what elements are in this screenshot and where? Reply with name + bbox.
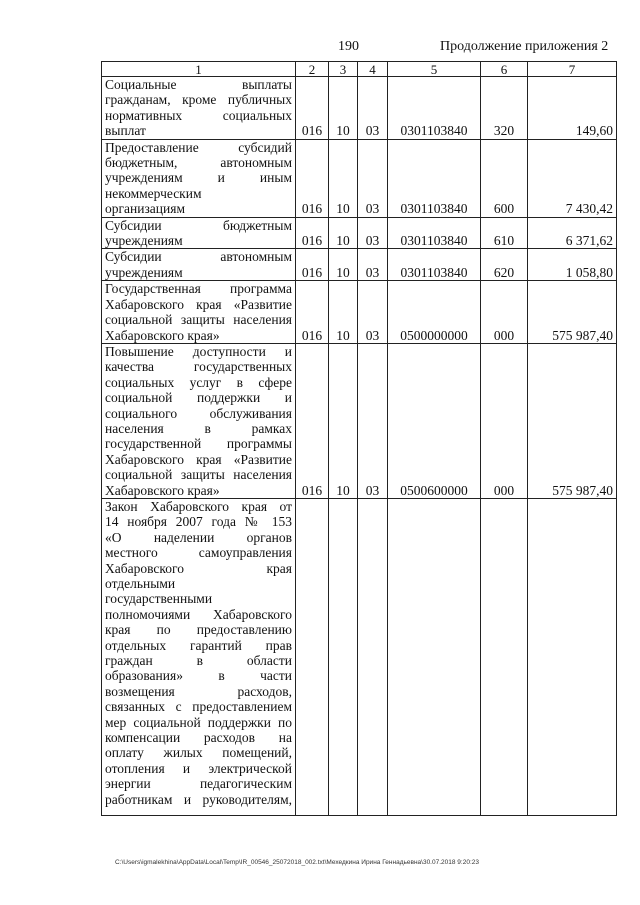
cell-c2: 016 (296, 249, 329, 281)
cell-c7: 149,60 (528, 77, 617, 140)
cell-c2: 016 (296, 217, 329, 249)
row-name-line: организациям (105, 201, 186, 217)
cell-c5: 0301103840 (388, 249, 481, 281)
column-header: 5 (388, 62, 481, 77)
column-header: 4 (358, 62, 388, 77)
row-name-cell (102, 281, 296, 344)
row-name-line: компенсации расходов на (105, 730, 292, 746)
row-name-line: работникам и руководителям, (105, 791, 292, 807)
row-name-line: края по предоставлению (105, 622, 292, 638)
cell-c3: 10 (329, 343, 358, 498)
page-number: 190 (338, 39, 359, 54)
cell-c7: 575 987,40 (528, 281, 617, 344)
row-name-line: населения в рамках (105, 420, 292, 436)
column-header: 7 (528, 62, 617, 77)
cell-c4 (358, 498, 388, 815)
cell-c6: 620 (481, 249, 528, 281)
cell-c2 (296, 498, 329, 815)
row-name-line: качества государственных (105, 359, 292, 375)
cell-c7 (528, 498, 617, 815)
file-path-footer: C:\Users\igmalekhina\AppData\Local\Temp\IR_00546_25072018_002.txt\Мехедкина Ирина Геннадьевна\30.07.2018 9:20:23 (115, 859, 479, 866)
cell-c5: 0301103840 (388, 77, 481, 140)
cell-c6: 600 (481, 139, 528, 217)
row-name-line: государственными (105, 591, 213, 607)
row-name-line: полномочиями Хабаровского (105, 606, 292, 622)
cell-c3: 10 (329, 77, 358, 140)
row-name-line: социальных услуг в сфере (105, 374, 292, 390)
row-name-line: Повышение доступности и (105, 343, 292, 359)
cell-c5 (388, 498, 481, 815)
cell-c7: 1 058,80 (528, 249, 617, 281)
row-name-line: учреждениям (105, 233, 183, 249)
cell-c3: 10 (329, 249, 358, 281)
row-name-line: Социальные выплаты (105, 77, 292, 92)
table-row (102, 139, 617, 217)
row-name-line: Хабаровского края» (105, 482, 220, 498)
row-name-cell (102, 249, 296, 281)
row-name-line: Хабаровского края «Развитие (105, 296, 292, 312)
row-name-line: Государственная программа (105, 281, 292, 297)
cell-c2: 016 (296, 281, 329, 344)
row-name-line: Закон Хабаровского края от (105, 498, 292, 514)
row-name-line: социальной поддержки и (105, 390, 292, 406)
cell-c3 (329, 498, 358, 815)
row-name-line: Субсидии бюджетным (105, 217, 292, 233)
cell-c4: 03 (358, 281, 388, 344)
table-row (102, 498, 617, 815)
row-name-line: Хабаровского края» (105, 327, 220, 343)
cell-c5: 0301103840 (388, 217, 481, 249)
cell-c6 (481, 498, 528, 815)
row-name-line: граждан в области (105, 653, 292, 669)
cell-c5: 0301103840 (388, 139, 481, 217)
cell-c6: 610 (481, 217, 528, 249)
cell-c2: 016 (296, 77, 329, 140)
row-name-line: некоммерческим (105, 185, 202, 201)
row-name-cell (102, 77, 296, 140)
row-name-line: нормативных социальных (105, 107, 292, 123)
column-header: 1 (102, 62, 296, 77)
row-name-cell (102, 498, 296, 815)
cell-c4: 03 (358, 249, 388, 281)
row-name-line: Хабаровского края (105, 560, 292, 576)
row-name-line: оплату жилых помещений, (105, 745, 292, 761)
cell-c4: 03 (358, 217, 388, 249)
cell-c7: 575 987,40 (528, 343, 617, 498)
cell-c5: 0500000000 (388, 281, 481, 344)
row-name-line: местного самоуправления (105, 545, 292, 561)
cell-c3: 10 (329, 217, 358, 249)
cell-c5: 0500600000 (388, 343, 481, 498)
row-name-line: связанных с предоставлением (105, 699, 292, 715)
cell-c3: 10 (329, 281, 358, 344)
cell-c2: 016 (296, 343, 329, 498)
row-name-line: учреждениям (105, 264, 183, 280)
cell-c2: 016 (296, 139, 329, 217)
row-name-line: образования» в части (105, 668, 292, 684)
cell-c4: 03 (358, 343, 388, 498)
row-name-line: отопления и электрической (105, 760, 292, 776)
cell-c7: 6 371,62 (528, 217, 617, 249)
row-name-line: социальной защиты населения (105, 312, 292, 328)
row-name-line: отдельных гарантий прав (105, 637, 292, 653)
row-name-line: социального обслуживания (105, 405, 292, 421)
row-name-line: Хабаровского края «Развитие (105, 451, 292, 467)
row-name-cell (102, 343, 296, 498)
header-row (102, 62, 617, 77)
cell-c6: 000 (481, 281, 528, 344)
row-name-line: бюджетным, автономным (105, 155, 292, 171)
row-name-line: возмещения расходов, (105, 683, 292, 699)
row-name-line: энергии педагогическим (105, 776, 292, 792)
column-header: 6 (481, 62, 528, 77)
row-name-line: учреждениям и иным (105, 170, 292, 186)
row-name-cell (102, 139, 296, 217)
cell-c4: 03 (358, 139, 388, 217)
cell-c4: 03 (358, 77, 388, 140)
table-row (102, 217, 617, 249)
table-row (102, 77, 617, 140)
row-name-line: «О наделении органов (105, 529, 292, 545)
budget-table (101, 61, 617, 816)
row-name-line: социальной защиты населения (105, 467, 292, 483)
row-name-line: Субсидии автономным (105, 249, 292, 265)
cell-c3: 10 (329, 139, 358, 217)
row-name-cell (102, 217, 296, 249)
column-header: 2 (296, 62, 329, 77)
cell-c6: 000 (481, 343, 528, 498)
table-row (102, 343, 617, 498)
appendix-note: Продолжение приложения 2 (440, 39, 609, 54)
row-name-line: Предоставление субсидий (105, 139, 292, 155)
row-name-line: государственной программы (105, 436, 292, 452)
column-header: 3 (329, 62, 358, 77)
table-row (102, 249, 617, 281)
cell-c7: 7 430,42 (528, 139, 617, 217)
row-name-line: 14 ноября 2007 года № 153 (105, 514, 292, 530)
cell-c6: 320 (481, 77, 528, 140)
row-name-line: отдельными (105, 576, 176, 591)
table-body (102, 77, 617, 816)
row-name-line: гражданам, кроме публичных (105, 92, 292, 108)
row-name-line: мер социальной поддержки по (105, 714, 292, 730)
row-name-line: выплат (105, 123, 146, 139)
table-row (102, 281, 617, 344)
